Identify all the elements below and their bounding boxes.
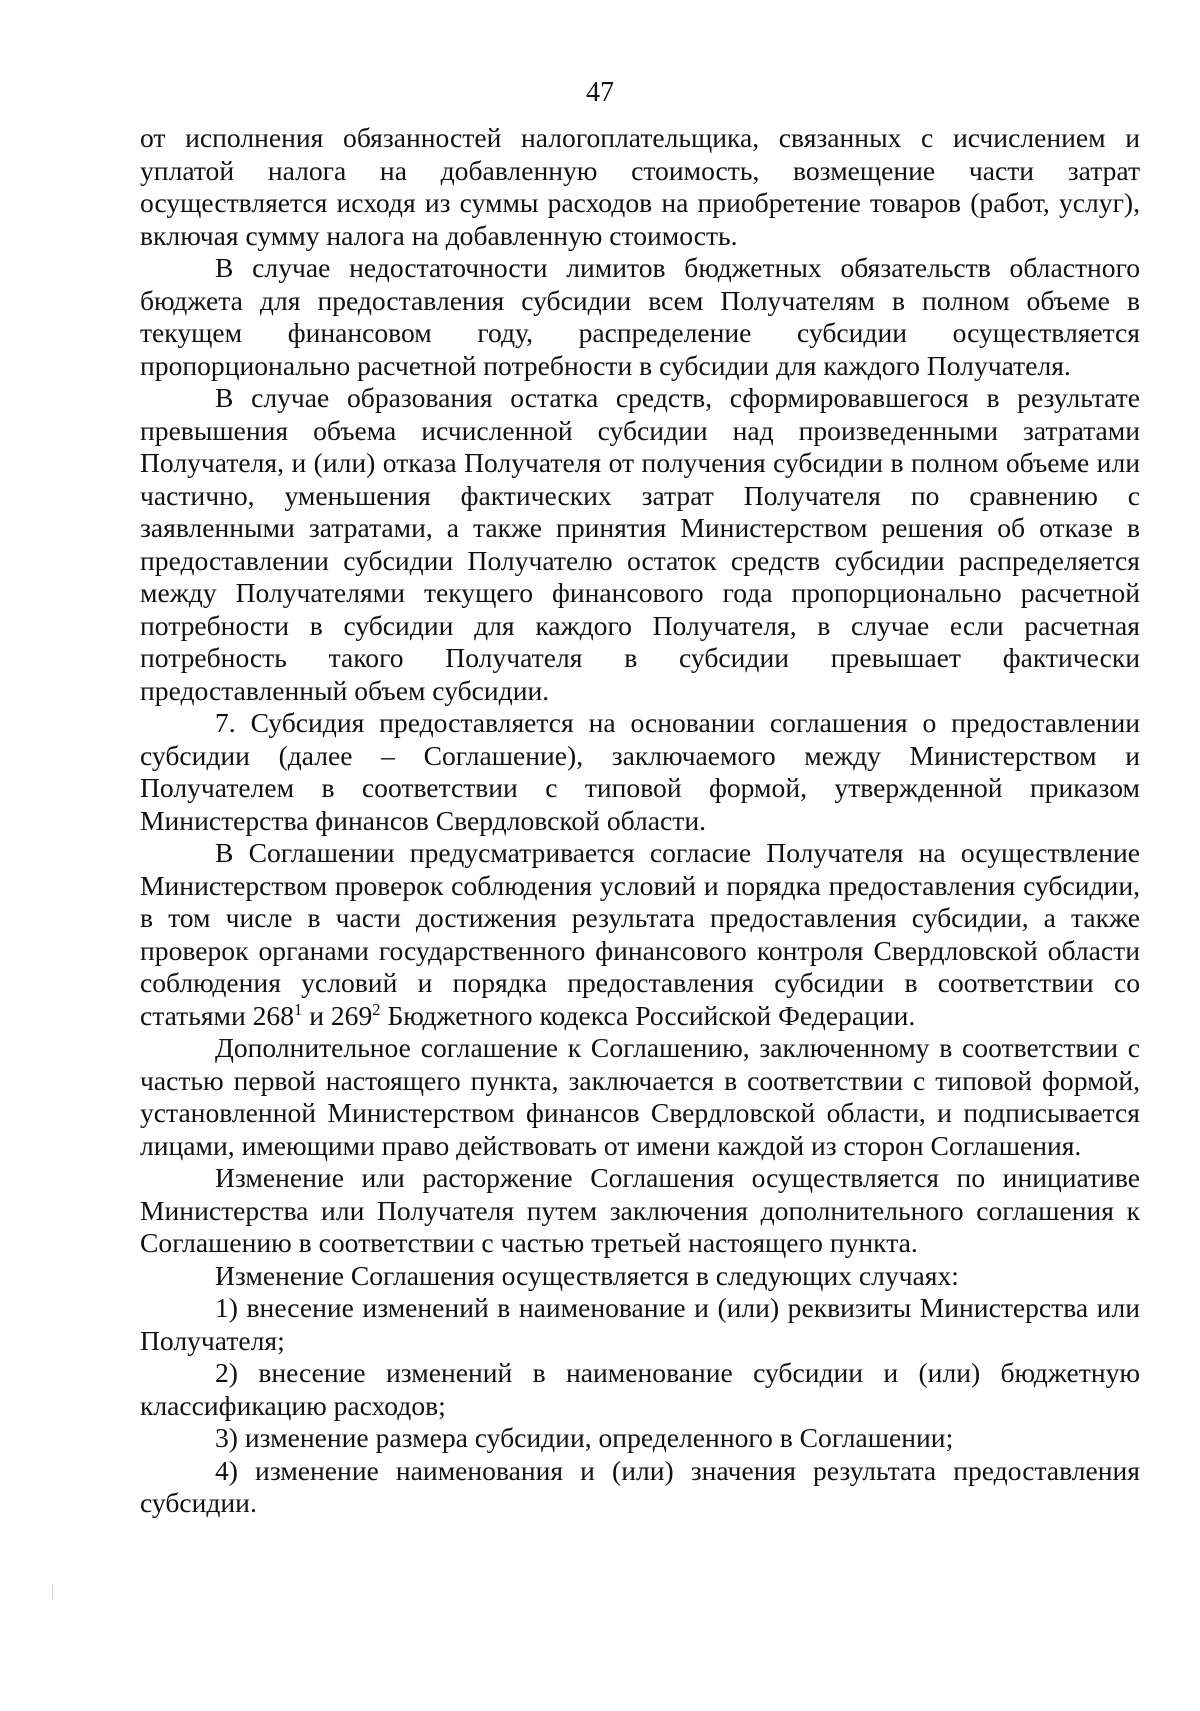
list-item-3: 3) изменение размера субсидии, определенного в Соглашении; [215, 1422, 954, 1453]
paragraph-change-termination: Изменение или расторжение Соглашения осуществляется по инициативе Министерства или Получателя путем заключения дополнительного соглашения к Соглашению в соответствии с частью третьей настоящего пункта. [140, 1162, 1140, 1258]
list-item-2: 2) внесение изменений в наименование субсидии и (или) бюджетную классификацию расходов; [140, 1357, 1140, 1421]
paragraph-additional-agreement: Дополнительное соглашение к Соглашению, заключенному в соответствии с частью первой настоящего пункта, заключается в соответствии с типовой формой, установленной Министерством финансов Свердловской области, и подписывается лицами, имеющими право действовать от имени каждой из сторон Соглашения. [140, 1032, 1140, 1161]
paragraph-remaining-funds: В случае образования остатка средств, сформировавшегося в результате превышения объема исчисленной субсидии над произведенными затратами Получателя, и (или) отказа Получателя от получения субсидии в полном объеме или частично, уменьшения фактических затрат Получателя по сравнению с заявленными затратами, а также принятия Министерством решения об отказе в предоставлении субсидии Получателю остаток средств субсидии распределяется между Получателями текущего финансового года пропорционально расчетной потребности в субсидии для каждого Получателя, в случае если расчетная потребность такого Получателя в субсидии превышает фактически предоставленный объем субсидии. [140, 382, 1140, 706]
article-269-superscript: 2 [372, 999, 381, 1019]
consent-text-start: В Соглашении предусматривается согласие Получателя на осуществление Министерством проверок соблюдения условий и порядка предоставления субсидии, в том числе в части достижения результата предоставления субсидии, а также проверок органами государственного финансового контроля Свердловской области соблюдения условий и порядка предоставления субсидии в соответствии со статьями 268 [140, 837, 1140, 1031]
paragraph-budget-limits: В случае недостаточности лимитов бюджетных обязательств областного бюджета для предоставления субсидии всем Получателям в полном объеме в текущем финансовом году, распределение субсидии осуществляется пропорционально расчетной потребности в субсидии для каждого Получателя. [140, 252, 1140, 381]
list-item-4: 4) изменение наименования и (или) значения результата предоставления субсидии. [140, 1454, 1140, 1518]
consent-text-middle: и 269 [302, 999, 373, 1031]
article-268-superscript: 1 [294, 999, 303, 1019]
paragraph-continuation: от исполнения обязанностей налогоплательщика, связанных с исчислением и уплатой налога на добавленную стоимость, возмещение части затрат осуществляется исходя из суммы расходов на приобретение товаров (работ, услуг), включая сумму налога на добавленную стоимость. [140, 122, 1140, 251]
scan-artifact-mark [52, 1585, 53, 1599]
page-number: 47 [586, 77, 614, 108]
document-body [140, 122, 1140, 1520]
paragraph-change-cases: Изменение Соглашения осуществляется в следующих случаях: [215, 1259, 959, 1291]
consent-text-end: Бюджетного кодекса Российской Федерации. [380, 999, 916, 1031]
paragraph-agreement-consent [140, 837, 1140, 1032]
paragraph-item-7: 7. Субсидия предоставляется на основании соглашения о предоставлении субсидии (далее – Соглашение), заключаемого между Министерством и Получателем в соответствии с типовой формой, утвержденной приказом Министерства финансов Свердловской области. [140, 707, 1140, 836]
list-item-1: 1) внесение изменений в наименование и (или) реквизиты Министерства или Получателя; [140, 1292, 1140, 1356]
